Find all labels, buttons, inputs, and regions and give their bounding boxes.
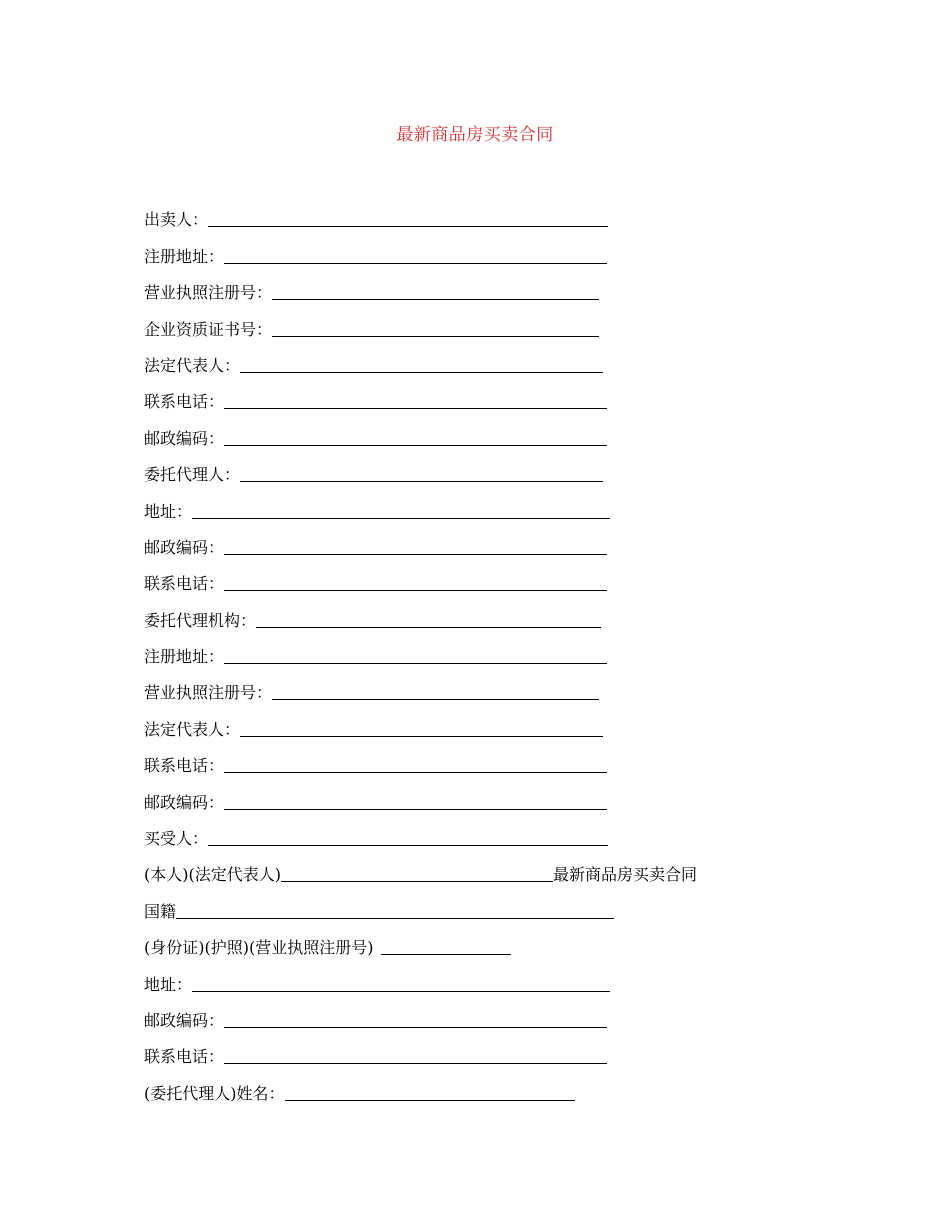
fill-in-blank[interactable] xyxy=(224,645,607,664)
field-label: 买受人： xyxy=(144,829,209,849)
field-row-phone xyxy=(144,741,784,777)
field-label: (身份证)(护照)(营业执照注册号) xyxy=(144,938,374,958)
field-label: 营业执照注册号： xyxy=(144,283,273,303)
fill-in-blank[interactable] xyxy=(224,390,607,409)
field-label: 联系电话： xyxy=(144,392,225,412)
field-label: 委托代理机构： xyxy=(144,610,257,630)
field-label: 联系电话： xyxy=(144,574,225,594)
field-row-id-document xyxy=(144,923,784,959)
fill-in-blank[interactable] xyxy=(224,536,607,555)
fill-in-blank[interactable] xyxy=(176,900,614,919)
field-row-authorized-agent xyxy=(144,450,784,486)
fill-in-blank[interactable] xyxy=(256,609,601,628)
field-label: 邮政编码： xyxy=(144,428,225,448)
fill-in-blank[interactable] xyxy=(224,754,607,773)
field-label: 注册地址： xyxy=(144,246,225,266)
field-label: 邮政编码： xyxy=(144,537,225,557)
fill-in-blank[interactable] xyxy=(281,863,553,882)
fill-in-blank[interactable] xyxy=(240,463,603,482)
field-row-phone xyxy=(144,377,784,413)
inline-title-text: 最新商品房买卖合同 xyxy=(552,865,697,885)
field-label: 法定代表人： xyxy=(144,355,241,375)
contract-party-form xyxy=(144,195,784,1105)
field-row-agent-name xyxy=(144,1068,784,1104)
field-row-legal-representative xyxy=(144,704,784,740)
fill-in-blank[interactable] xyxy=(272,318,599,337)
fill-in-blank[interactable] xyxy=(285,1082,575,1101)
field-row-buyer xyxy=(144,814,784,850)
fill-in-blank[interactable] xyxy=(240,354,603,373)
document-title: 最新商品房买卖合同 xyxy=(396,125,554,145)
field-row-address xyxy=(144,959,784,995)
fill-in-blank[interactable] xyxy=(224,1045,607,1064)
field-label: (委托代理人)姓名： xyxy=(144,1083,285,1103)
fill-in-blank[interactable] xyxy=(208,827,608,846)
field-row-postal-code xyxy=(144,413,784,449)
fill-in-blank[interactable] xyxy=(272,281,599,300)
field-row-nationality xyxy=(144,886,784,922)
field-label: 邮政编码： xyxy=(144,792,225,812)
field-row-business-license-no xyxy=(144,668,784,704)
field-row-postal-code xyxy=(144,523,784,559)
field-label: 邮政编码： xyxy=(144,1010,225,1030)
fill-in-blank[interactable] xyxy=(224,791,607,810)
field-row-registered-address xyxy=(144,231,784,267)
field-label: 法定代表人： xyxy=(144,719,241,739)
field-label: 联系电话： xyxy=(144,756,225,776)
field-row-qualification-cert-no xyxy=(144,304,784,340)
field-row-seller xyxy=(144,195,784,231)
field-row-address xyxy=(144,486,784,522)
fill-in-blank[interactable] xyxy=(192,500,610,519)
field-label: 企业资质证书号： xyxy=(144,319,273,339)
field-label: 地址： xyxy=(144,974,193,994)
field-label: 出卖人： xyxy=(144,210,209,230)
field-row-registered-address xyxy=(144,632,784,668)
field-label: 营业执照注册号： xyxy=(144,683,273,703)
field-label: 国籍 xyxy=(144,901,177,921)
field-label: (本人)(法定代表人) xyxy=(144,865,281,885)
fill-in-blank[interactable] xyxy=(208,208,608,227)
fill-in-blank[interactable] xyxy=(224,1009,607,1028)
fill-in-blank[interactable] xyxy=(224,427,607,446)
field-row-legal-representative xyxy=(144,341,784,377)
fill-in-blank[interactable] xyxy=(224,572,607,591)
fill-in-blank[interactable] xyxy=(240,718,603,737)
field-label: 地址： xyxy=(144,501,193,521)
fill-in-blank[interactable] xyxy=(192,973,610,992)
field-row-business-license-no xyxy=(144,268,784,304)
fill-in-blank[interactable] xyxy=(272,681,599,700)
field-row-agency xyxy=(144,595,784,631)
field-label: 联系电话： xyxy=(144,1047,225,1067)
fill-in-blank[interactable] xyxy=(381,936,511,955)
field-row-phone xyxy=(144,1032,784,1068)
field-row-postal-code xyxy=(144,996,784,1032)
field-row-postal-code xyxy=(144,777,784,813)
field-label: 委托代理人： xyxy=(144,465,241,485)
field-row-phone xyxy=(144,559,784,595)
field-row-buyer-identity xyxy=(144,850,784,886)
fill-in-blank[interactable] xyxy=(224,245,607,264)
field-label: 注册地址： xyxy=(144,647,225,667)
